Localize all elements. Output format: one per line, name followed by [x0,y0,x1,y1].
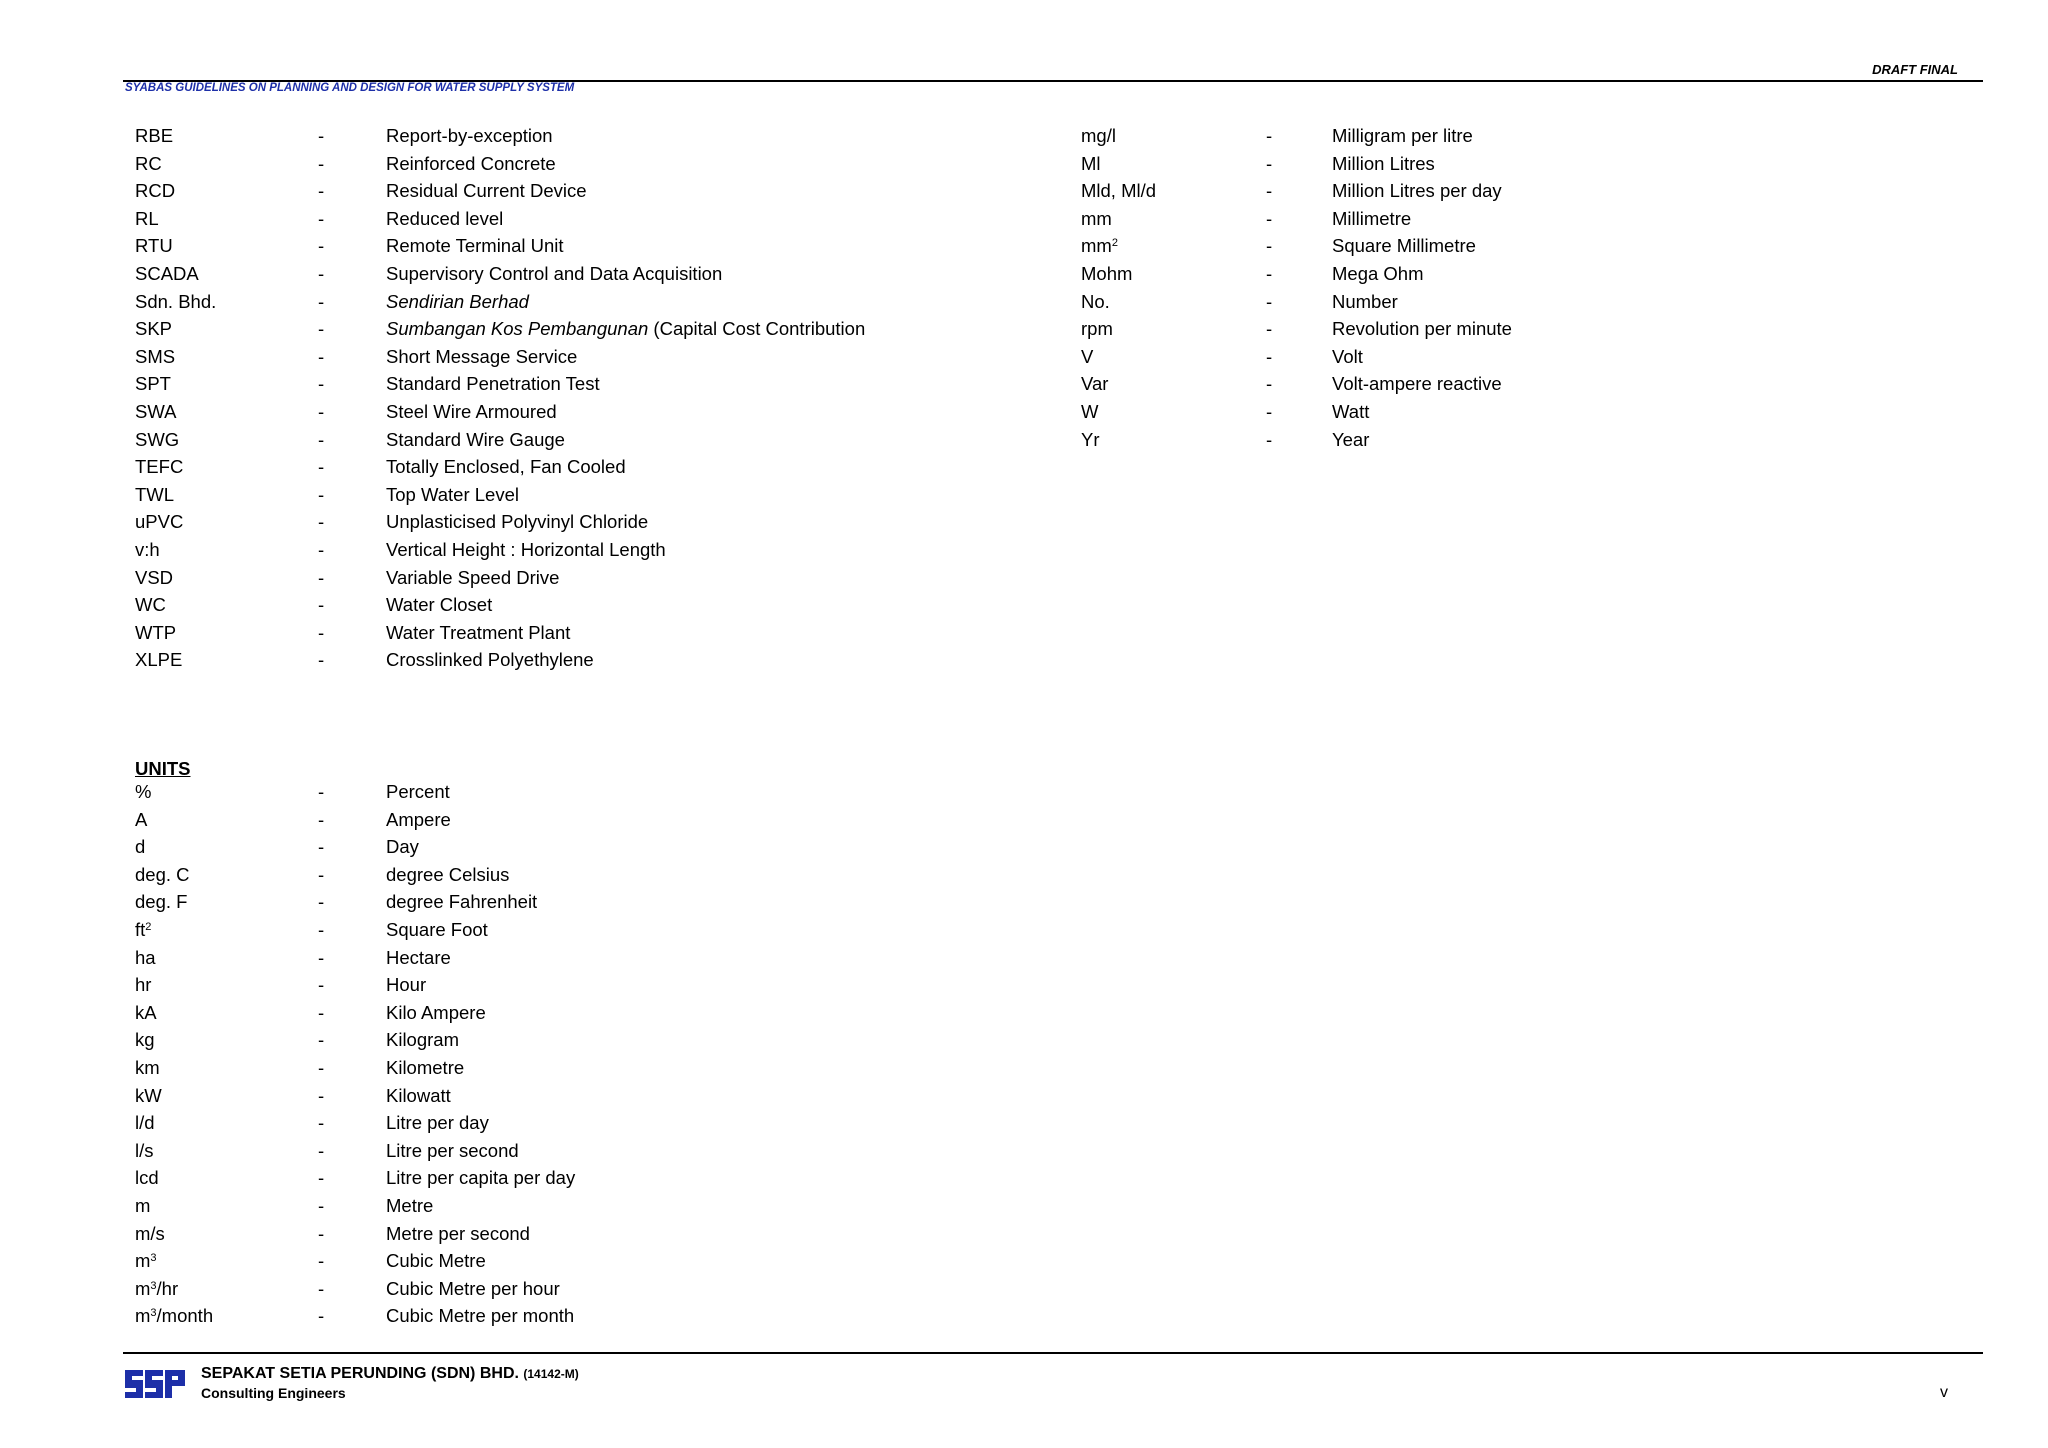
separator-dash: - [318,538,325,560]
definition-text: Million Litres per day [1332,180,1502,202]
definition [386,1054,464,1082]
definition-text: degree Fahrenheit [386,891,538,913]
definition-text: Revolution per minute [1332,318,1512,340]
abbreviation-text: m [135,1194,151,1216]
abbreviation [135,1109,155,1137]
separator-dash: - [318,836,325,858]
separator-dash: - [318,594,325,616]
abbreviation-text: km [135,1056,160,1078]
abbreviation [1081,232,1118,260]
separator-dash: - [1266,318,1273,340]
definition-text: Kilometre [386,1056,465,1078]
separator-dash: - [318,373,325,395]
superscript: 2 [145,920,152,933]
separator-dash: - [318,974,325,996]
abbreviation [135,481,174,509]
definition [386,398,557,426]
abbreviation-text: m [135,1305,151,1327]
definition [386,177,587,205]
definition-text: Ampere [386,808,451,830]
abbreviation [135,1247,157,1275]
separator-dash: - [1266,235,1273,257]
definition-text: Milligram per litre [1332,125,1473,146]
definition [386,971,426,999]
abbreviation [135,122,173,150]
definition [1332,370,1502,398]
company-name-text: SEPAKAT SETIA PERUNDING (SDN) BHD. [201,1365,519,1382]
abbreviation [135,260,199,288]
abbreviation-text: WTP [135,621,177,643]
definition-text: Kilowatt [386,1084,451,1106]
abbreviation [135,1164,159,1192]
abbreviation-text: RL [135,207,159,229]
abbreviation-text: W [1081,400,1099,422]
separator-dash: - [1266,207,1273,229]
abbreviation-text: Yr [1081,428,1100,450]
definition-text: Steel Wire Armoured [386,400,557,422]
definition-text: Unplasticised Polyvinyl Chloride [386,511,649,533]
definition [1332,205,1411,233]
separator-dash: - [318,483,325,505]
separator-dash: - [318,125,325,146]
definition [386,453,626,481]
abbreviation [1081,205,1112,233]
abbreviation [135,150,162,178]
definition [386,1137,519,1165]
definition-text: Litre per day [386,1112,489,1134]
definition-text: Mega Ohm [1332,262,1424,284]
abbreviation [135,1220,165,1248]
abbreviation [135,591,166,619]
definition-text: Water Treatment Plant [386,621,571,643]
separator-dash: - [318,781,325,802]
abbreviation [135,971,151,999]
definition-text: Water Closet [386,594,493,616]
abbreviation-text: WC [135,594,166,616]
definition [386,122,553,150]
definition-text: Metre per second [386,1222,530,1244]
abbreviation [135,888,187,916]
abbreviation [135,1192,150,1220]
separator-dash: - [318,511,325,533]
definition [386,1109,489,1137]
abbreviation-text: mm [1081,207,1112,229]
definition [1332,315,1512,343]
definition-text: (Capital Cost Contribution [648,318,866,340]
separator-dash: - [318,649,325,671]
separator-dash: - [318,1084,325,1106]
abbreviation [135,646,182,674]
separator-dash: - [1266,428,1273,450]
abbreviation [135,861,190,889]
abbreviation [135,619,176,647]
abbreviation-suffix: /month [156,1305,214,1327]
separator-dash: - [318,262,325,284]
abbreviation-text: No. [1081,290,1110,312]
definition [1332,260,1424,288]
definition-text: Watt [1332,400,1370,422]
abbreviation-text: m/s [135,1222,165,1244]
definition [1332,426,1369,454]
definition [386,481,519,509]
definition-text: Supervisory Control and Data Acquisition [386,262,723,284]
definition [386,1247,486,1275]
separator-dash: - [318,1305,325,1327]
definition [386,370,600,398]
definition [1332,177,1502,205]
definition [386,833,419,861]
separator-dash: - [318,1194,325,1216]
abbreviation-text: uPVC [135,511,184,533]
abbreviation-text: V [1081,345,1094,367]
separator-dash: - [318,235,325,257]
definition [386,260,722,288]
abbreviation-text: XLPE [135,649,183,671]
definition [386,806,451,834]
abbreviation-text: SWG [135,428,180,450]
company-tagline: Consulting Engineers [201,1385,346,1401]
definition [1332,150,1435,178]
definition-text: Million Litres [1332,152,1435,174]
abbreviation [1081,343,1093,371]
definition [386,536,666,564]
separator-dash: - [318,207,325,229]
abbreviation [135,1137,154,1165]
definition-text: Totally Enclosed, Fan Cooled [386,456,626,478]
definition-text: Report-by-exception [386,125,553,146]
separator-dash: - [318,318,325,340]
definition [1332,343,1363,371]
abbreviation [1081,177,1156,205]
abbreviation [135,1302,213,1330]
superscript: 3 [150,1307,157,1320]
definition-text: Vertical Height : Horizontal Length [386,538,666,560]
separator-dash: - [318,863,325,885]
abbreviation-text: SKP [135,318,173,340]
abbreviation-text: kg [135,1029,155,1051]
definition-text: Variable Speed Drive [386,566,560,588]
abbreviation-text: SPT [135,373,171,395]
document-title: SYABAS GUIDELINES ON PLANNING AND DESIGN FOR WATER SUPPLY SYSTEM [125,82,575,94]
definition-text: Kilo Ampere [386,1001,486,1023]
definition-text: Cubic Metre per hour [386,1277,560,1299]
definition [386,426,565,454]
definition-text: Hectare [386,946,451,968]
separator-dash: - [318,345,325,367]
separator-dash: - [318,1029,325,1051]
abbreviation-text: Sdn. Bhd. [135,290,217,312]
abbreviation [1081,370,1108,398]
definition-text: Percent [386,781,450,802]
separator-dash: - [318,891,325,913]
abbreviation [135,536,160,564]
abbreviation [135,398,176,426]
abbreviation-text: SMS [135,345,176,367]
abbreviation-text: SWA [135,400,177,422]
definition [386,1275,560,1303]
separator-dash: - [318,946,325,968]
definition [386,1302,574,1330]
abbreviation [135,564,173,592]
abbreviation-text: % [135,781,152,802]
definition-text: Reinforced Concrete [386,152,556,174]
separator-dash: - [1266,262,1273,284]
abbreviation [135,1026,155,1054]
definition [386,232,564,260]
separator-dash: - [318,428,325,450]
abbreviation-text: v:h [135,538,160,560]
separator-dash: - [318,1277,325,1299]
definition-text: Remote Terminal Unit [386,235,564,257]
separator-dash: - [318,1222,325,1244]
separator-dash: - [318,1056,325,1078]
separator-dash: - [1266,373,1273,395]
separator-dash: - [318,918,325,940]
abbreviation-text: mm [1081,235,1112,257]
abbreviation [135,232,173,260]
abbreviation [135,343,175,371]
definition [386,1164,575,1192]
definition [386,564,559,592]
definition-text: Metre [386,1194,434,1216]
separator-dash: - [318,808,325,830]
definition [386,508,648,536]
separator-dash: - [318,400,325,422]
definition [386,861,509,889]
abbreviation [135,999,157,1027]
definition-text: Volt-ampere reactive [1332,373,1502,395]
separator-dash: - [318,1139,325,1161]
definition-text: Standard Penetration Test [386,373,600,395]
abbreviation-text: Ml [1081,152,1101,174]
abbreviation [135,288,216,316]
definition [386,888,537,916]
abbreviation [135,453,183,481]
definition-text: Top Water Level [386,483,519,505]
abbreviation-text: TEFC [135,456,184,478]
definition-text: Square Millimetre [1332,235,1476,257]
abbreviation [135,426,179,454]
abbreviation-text: ha [135,946,156,968]
units-heading: UNITS [135,758,191,779]
definition [386,1192,433,1220]
definition-text: Cubic Metre per month [386,1305,575,1327]
abbreviation [1081,288,1110,316]
abbreviation-text: RC [135,152,162,174]
abbreviation-text: l/d [135,1112,155,1134]
abbreviation [135,944,156,972]
definition [386,944,451,972]
abbreviation-text: Mohm [1081,262,1133,284]
definition [386,646,594,674]
abbreviation-text: mg/l [1081,125,1116,146]
abbreviation [135,1054,160,1082]
definition-text: Standard Wire Gauge [386,428,565,450]
definition-text: Millimetre [1332,207,1412,229]
abbreviation-text: Mld, Ml/d [1081,180,1157,202]
definition [386,1082,451,1110]
definition [386,343,577,371]
definition [1332,122,1473,150]
separator-dash: - [1266,290,1273,312]
definition [386,916,488,944]
abbreviation [135,177,175,205]
definition [386,315,865,343]
separator-dash: - [1266,345,1273,367]
separator-dash: - [318,290,325,312]
abbreviation-text: deg. C [135,863,190,885]
separator-dash: - [318,1250,325,1272]
abbreviation-text: A [135,808,148,830]
abbreviation-text: RBE [135,125,174,146]
definition [1332,288,1398,316]
separator-dash: - [318,152,325,174]
abbreviation [1081,426,1100,454]
definition-italic: Sumbangan Kos Pembangunan [386,318,649,340]
abbreviation [135,508,183,536]
company-registration: (14142-M) [523,1367,579,1381]
abbreviation-text: kW [135,1084,162,1106]
separator-dash: - [1266,152,1273,174]
abbreviation-text: RCD [135,180,176,202]
page-number: v [1940,1384,1948,1401]
abbreviation [135,806,147,834]
abbreviation-text: m [135,1277,151,1299]
definition-text: Reduced level [386,207,504,229]
definition [1332,398,1369,426]
abbreviation-text: d [135,836,146,858]
abbreviation [135,833,145,861]
abbreviation [135,1275,178,1303]
definition [1332,232,1476,260]
definition [386,778,450,806]
separator-dash: - [318,456,325,478]
separator-dash: - [1266,400,1273,422]
company-name [201,1365,579,1383]
definition [386,150,556,178]
separator-dash: - [318,621,325,643]
abbreviation-text: RTU [135,235,173,257]
separator-dash: - [318,1001,325,1023]
separator-dash: - [1266,180,1273,202]
abbreviation-text: hr [135,974,152,996]
definition-text: Litre per second [386,1139,519,1161]
separator-dash: - [318,1167,325,1189]
definition-text: Year [1332,428,1370,450]
abbreviation-text: deg. F [135,891,188,913]
definition-text: Sendirian Berhad [386,290,529,312]
definition [386,1026,459,1054]
separator-dash: - [1266,125,1273,146]
superscript: 3 [150,1252,157,1265]
definition-text: Hour [386,974,427,996]
superscript: 2 [1111,237,1118,250]
separator-dash: - [318,180,325,202]
definition-text: Short Message Service [386,345,578,367]
abbreviation [135,916,151,944]
abbreviation-text: m [135,1250,151,1272]
abbreviation-text: SCADA [135,262,199,284]
definition [386,999,486,1027]
definition [386,205,503,233]
abbreviation-text: rpm [1081,318,1113,340]
abbreviation-text: VSD [135,566,174,588]
definition-text: Day [386,836,419,858]
definition [386,591,492,619]
abbreviation-text: Var [1081,373,1109,395]
abbreviation [135,205,159,233]
separator-dash: - [318,566,325,588]
definition [386,619,570,647]
abbreviation [1081,150,1101,178]
abbreviation-suffix: /hr [156,1277,179,1299]
abbreviation [1081,398,1098,426]
abbreviation-text: lcd [135,1167,159,1189]
separator-dash: - [318,1112,325,1134]
definition-text: Residual Current Device [386,180,587,202]
abbreviation [135,1082,162,1110]
definition-text: Crosslinked Polyethylene [386,649,594,671]
footer-rule [123,1352,1983,1354]
abbreviation-text: kA [135,1001,157,1023]
definition-text: Kilogram [386,1029,459,1051]
definition-text: Litre per capita per day [386,1167,576,1189]
abbreviation-text: ft [135,918,146,940]
definition-text: degree Celsius [386,863,510,885]
abbreviation [135,778,151,806]
definition-text: Number [1332,290,1398,312]
abbreviation [1081,315,1113,343]
definition-text: Volt [1332,345,1363,367]
definition [386,288,529,316]
superscript: 3 [150,1279,157,1292]
definition [386,1220,530,1248]
abbreviation-text: TWL [135,483,175,505]
abbreviation [1081,260,1132,288]
abbreviation [135,315,172,343]
company-logo [125,1368,185,1400]
definition-text: Square Foot [386,918,488,940]
abbreviation [135,370,171,398]
definition-text: Cubic Metre [386,1250,486,1272]
abbreviation-text: l/s [135,1139,154,1161]
abbreviation [1081,122,1116,150]
draft-status: DRAFT FINAL [1872,62,1958,77]
